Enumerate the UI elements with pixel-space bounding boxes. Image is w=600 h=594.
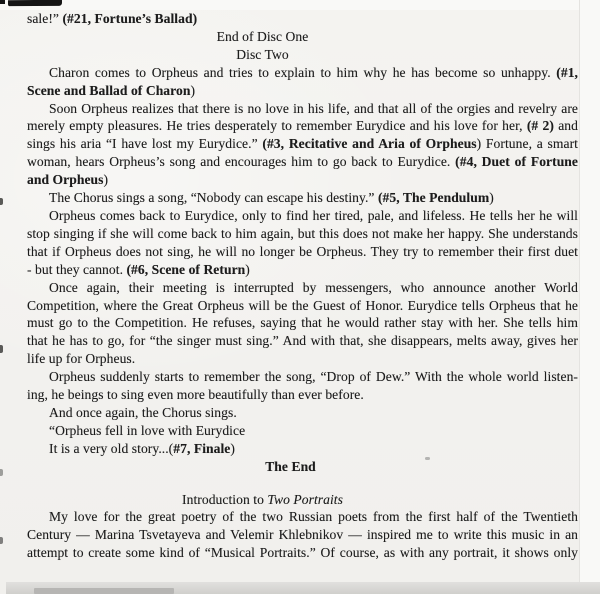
text-run: that he has to go, for “the singer must sing.” And with that, she disappears, melts away, gives her — [27, 333, 578, 349]
text-line — [27, 297, 578, 315]
bold-text-run: (#1, — [556, 64, 578, 80]
scan-tick-left-1 — [0, 198, 3, 205]
text-run: Orpheus comes back to Eurydice, only to find her tired, pale, and lifeless. He tells her he will — [49, 207, 578, 223]
text-line — [27, 82, 578, 100]
scan-smudge-top-left — [8, 0, 62, 6]
text-run: Soon Orpheus realizes that there is no love in his life, and that all of the orgies and revelry are — [49, 100, 578, 116]
bold-text-run: (#21, Fortune’s Ballad) — [62, 11, 198, 26]
text-run: Once again, their meeting is interrupted by messengers, who announce another World — [49, 279, 578, 295]
text-line — [27, 508, 578, 526]
bold-text-run: The End — [265, 458, 316, 474]
text-run: sale!” — [27, 11, 63, 26]
text-line — [27, 314, 578, 332]
text-run: - but they cannot. — [27, 261, 127, 277]
text-run: ) — [245, 261, 250, 277]
text-line — [27, 117, 578, 135]
text-run: The Chorus sings a song, “Nobody can escape his destiny.” — [49, 190, 378, 206]
text-line — [27, 225, 578, 243]
text-line — [27, 153, 578, 171]
text-line — [27, 135, 578, 153]
text-run: sings his aria “I have lost my Eurydice.” — [27, 136, 263, 152]
text-line — [15, 458, 566, 476]
document-text — [27, 10, 578, 562]
text-line — [0, 28, 538, 46]
text-line — [0, 46, 538, 64]
text-line — [0, 491, 538, 509]
text-run: ) — [190, 82, 196, 98]
text-run: “Orpheus fell in love with Eurydice — [49, 422, 246, 438]
text-run: Introduction to — [182, 491, 268, 507]
text-run: attempt to create some kind of “Musical Portraits.” Of course, as with any portrait, it shows only — [27, 545, 578, 561]
text-run: ) Fortune, a smart — [476, 136, 578, 152]
text-line — [27, 386, 578, 404]
text-run: And once again, the Chorus sings. — [49, 404, 237, 420]
text-line — [27, 332, 578, 350]
bold-text-run: (#4, Duet of Fortune — [455, 154, 578, 170]
text-line — [27, 526, 578, 544]
italic-text-run: Two Portraits — [267, 491, 343, 507]
text-line — [27, 189, 578, 207]
text-line — [27, 261, 578, 279]
text-run: End of Disc One — [216, 28, 309, 44]
bold-text-run: #7, Finale — [173, 440, 231, 456]
text-line — [27, 207, 578, 225]
bold-text-run: Scene and Ballad of Charon — [27, 82, 191, 98]
text-line — [27, 10, 578, 28]
text-line — [27, 243, 578, 261]
text-run: ) — [230, 440, 235, 456]
bold-text-run: (#6, Scene of Return — [126, 261, 246, 277]
text-line — [27, 544, 578, 562]
text-line — [27, 279, 578, 297]
scan-speck-corner — [0, 0, 5, 4]
bold-text-run: and Orpheus — [27, 172, 104, 188]
page-edge-top — [0, 0, 600, 10]
page-edge-right — [579, 0, 600, 594]
text-line — [27, 404, 578, 422]
bold-text-run: (# 2) — [526, 118, 554, 134]
text-run: Competition, where the Great Orpheus will be the Guest of Honor. Eurydice tells Orpheus that he — [27, 297, 578, 313]
bold-text-run: (#3, Recitative and Aria of Orpheus — [262, 136, 477, 152]
text-run: ) — [489, 190, 494, 206]
text-run: and — [553, 118, 578, 134]
text-run: Century — Marina Tsvetayeva and Velemir Khlebnikov — inspired me to write this music in an — [27, 527, 578, 543]
text-line — [27, 440, 578, 458]
text-run: Orpheus suddenly starts to remember the song, “Drop of Dew.” With the whole world listen- — [49, 369, 578, 385]
text-line — [27, 171, 578, 189]
text-line — [27, 368, 578, 386]
text-run: ing, he beings to sing even more beautifully than ever before. — [27, 387, 364, 403]
scan-tick-left-2 — [0, 345, 3, 353]
text-run: life up for Orpheus. — [27, 351, 136, 367]
scan-tick-left-3 — [0, 469, 3, 476]
text-line — [27, 100, 578, 118]
text-run: stop singing if she will come back to him again, but this does not make her happy. She understands — [27, 225, 578, 241]
text-run: that if Orpheus does not sing, he will no longer be Orpheus. They try to remember their first duet — [27, 243, 578, 259]
text-run: Charon comes to Orpheus and tries to explain to him why he has become so unhappy. — [49, 64, 557, 80]
text-line — [27, 422, 578, 440]
text-line — [27, 350, 578, 368]
text-run: It is a very old story...( — [49, 440, 174, 456]
text-run: Disc Two — [236, 46, 289, 62]
text-run: ) — [103, 172, 109, 188]
text-run: must go to the Competition. He refuses, saying that he would rather stay with her. She tells him — [27, 315, 578, 331]
scan-shadow-bottom — [34, 588, 174, 594]
text-run: woman, hears Orpheus’s song and encourages him to go back to Eurydice. — [27, 154, 456, 170]
text-run: merely empty pleasures. He tries desperately to remember Eurydice and his love for her, — [27, 118, 527, 134]
text-run: My love for the great poetry of the two Russian poets from the first half of the Twentieth — [49, 509, 578, 525]
bold-text-run: (#5, The Pendulum — [377, 190, 490, 206]
text-line — [27, 64, 578, 82]
scan-tick-left-4 — [0, 537, 3, 544]
